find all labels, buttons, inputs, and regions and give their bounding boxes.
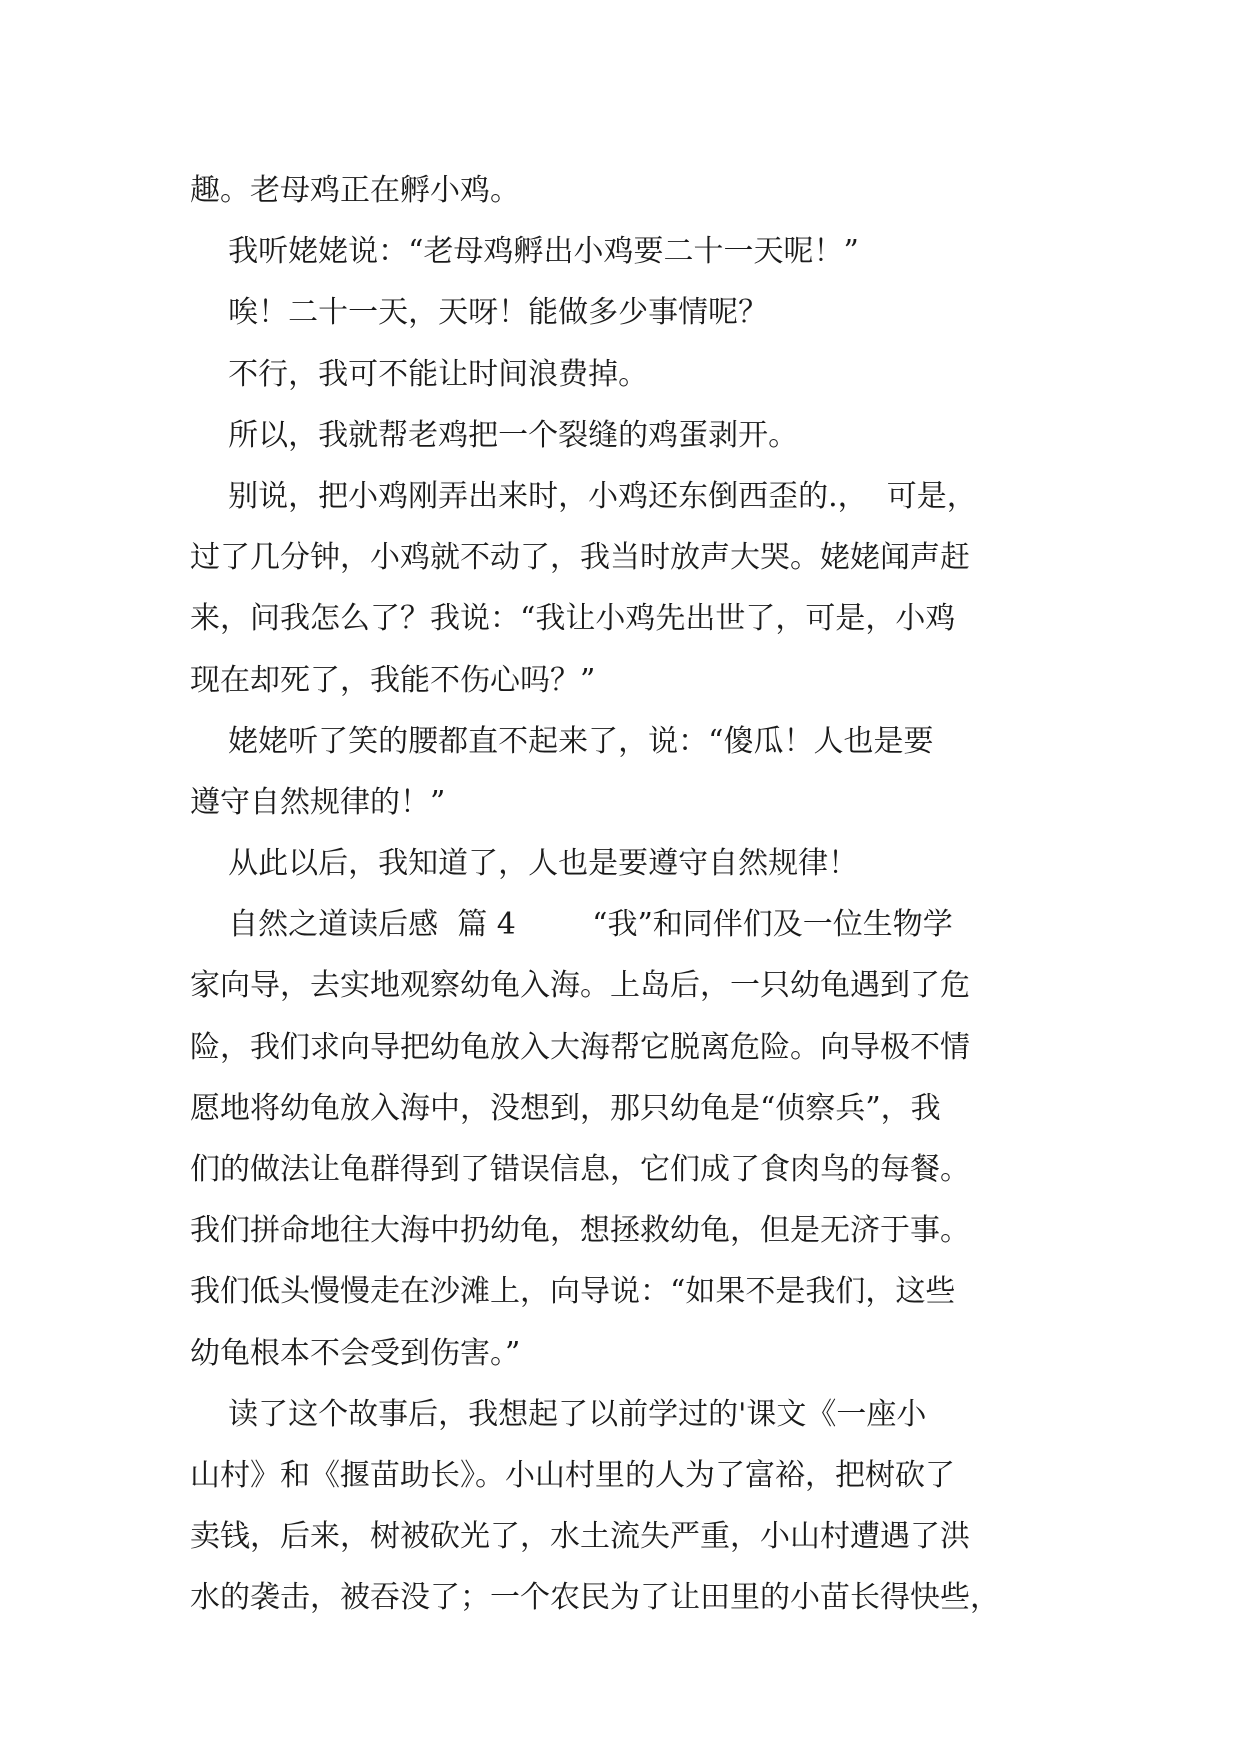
text-line: 家向导，去实地观察幼龟入海。上岛后，一只幼龟遇到了危	[190, 968, 970, 1004]
text-line: 姥姥听了笑的腰都直不起来了，说：“傻瓜！人也是要	[190, 723, 934, 759]
text-line: 读了这个故事后，我想起了以前学过的'课文《一座小	[190, 1396, 927, 1432]
text-line: 来，问我怎么了？我说：“我让小鸡先出世了，可是，小鸡	[190, 601, 956, 637]
text-line: 我们低头慢慢走在沙滩上，向导说：“如果不是我们，这些	[190, 1274, 956, 1310]
text-line: 现在却死了，我能不伤心吗？”	[190, 662, 596, 698]
text-line: 幼龟根本不会受到伤害。”	[190, 1335, 521, 1371]
text-line: 险，我们求向导把幼龟放入大海帮它脱离危险。向导极不情	[190, 1029, 970, 1065]
text-line: 山村》和《揠苗助长》。小山村里的人为了富裕，把树砍了	[190, 1457, 955, 1493]
text-line: 别说，把小鸡刚弄出来时，小鸡还东倒西歪的.， 可是，	[190, 478, 977, 514]
text-line: 遵守自然规律的！”	[190, 784, 446, 820]
text-line: 从此以后，我知道了，人也是要遵守自然规律！	[190, 846, 859, 882]
text-line: 水的袭击，被吞没了；一个农民为了让田里的小苗长得快些，	[190, 1580, 1000, 1616]
text-line: 们的做法让龟群得到了错误信息，它们成了食肉鸟的每餐。	[190, 1152, 970, 1187]
document-body	[190, 160, 1070, 1629]
text-line: 唉！二十一天，天呀！能做多少事情呢？	[190, 295, 769, 331]
text-line: 不行，我可不能让时间浪费掉。	[190, 356, 649, 392]
section-heading-line: 自然之道读后感 篇 4 “我”和同伴们及一位生物学	[190, 907, 953, 943]
text-line: 愿地将幼龟放入海中，没想到，那只幼龟是“侦察兵”，我	[190, 1090, 941, 1126]
text-line: 卖钱，后来，树被砍光了，水土流失严重，小山村遭遇了洪	[190, 1519, 970, 1555]
text-line: 过了几分钟，小鸡就不动了，我当时放声大哭。姥姥闻声赶	[190, 540, 970, 576]
text-line: 我们拼命地往大海中扔幼龟，想拯救幼龟，但是无济于事。	[190, 1213, 970, 1249]
text-line: 所以，我就帮老鸡把一个裂缝的鸡蛋剥开。	[190, 417, 799, 453]
text-line: 趣。老母鸡正在孵小鸡。	[190, 173, 520, 208]
text-line: 我听姥姥说：“老母鸡孵出小鸡要二十一天呢！”	[190, 234, 859, 270]
